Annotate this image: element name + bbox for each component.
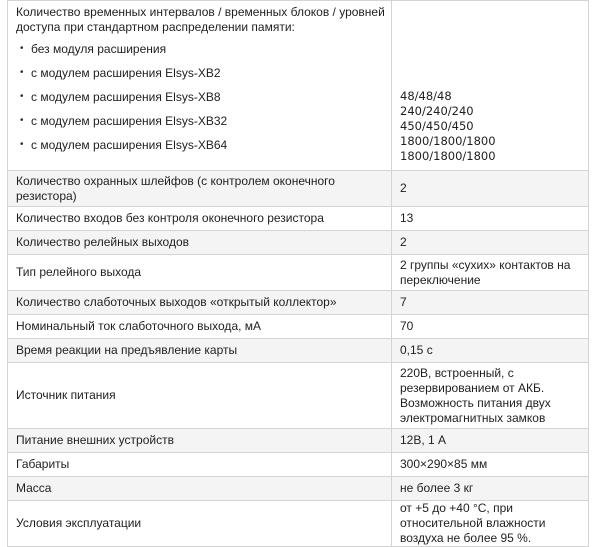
value-cell: 300×290×85 мм — [392, 453, 589, 477]
table-row-intervals — [8, 1, 589, 171]
parameter-cell: Количество входов без контроля оконечного резистора — [8, 207, 392, 231]
parameter-cell: Время реакции на предъявление карты — [8, 339, 392, 363]
intervals-parameter-cell — [8, 1, 392, 171]
value-cell: 7 — [392, 291, 589, 315]
parameter-cell: Номинальный ток слаботочного выхода, мА — [8, 315, 392, 339]
interval-value: 240/240/240 — [400, 104, 474, 118]
specifications-table — [7, 0, 589, 547]
table-row — [8, 477, 589, 501]
intervals-label: Количество временных интервалов / временных блоков / уровней доступа при стандартном распределении памяти: — [16, 5, 385, 34]
table-row — [8, 315, 589, 339]
expansion-module-item: • с модулем расширения Elsys-XB64 — [16, 133, 385, 157]
value-cell: 0,15 с — [392, 339, 589, 363]
table-row — [8, 429, 589, 453]
value-cell: 2 — [392, 171, 589, 207]
parameter-cell: Условия эксплуатации — [8, 501, 392, 547]
parameter-cell: Количество охранных шлейфов (с контролем оконечного резистора) — [8, 171, 392, 207]
table-row — [8, 363, 589, 429]
interval-value: 1800/1800/1800 — [400, 134, 496, 148]
expansion-module-item: • с модулем расширения Elsys-XB2 — [16, 61, 385, 85]
parameter-cell: Количество слаботочных выходов «открытый коллектор» — [8, 291, 392, 315]
value-cell: 12В, 1 А — [392, 429, 589, 453]
expansion-module-item: • с модулем расширения Elsys-XB8 — [16, 85, 385, 109]
value-cell: не более 3 кг — [392, 477, 589, 501]
table-row — [8, 339, 589, 363]
parameter-cell: Масса — [8, 477, 392, 501]
parameter-cell: Количество релейных выходов — [8, 231, 392, 255]
table-row — [8, 255, 589, 291]
expansion-module-item: • без модуля расширения — [16, 37, 385, 61]
value-cell: 220В, встроенный, с резервированием от АКБ. Возможность питания двух электромагнитных замков — [392, 363, 589, 429]
table-row — [8, 207, 589, 231]
expansion-module-list — [16, 37, 385, 157]
table-row — [8, 291, 589, 315]
value-cell: 70 — [392, 315, 589, 339]
table-row — [8, 231, 589, 255]
value-cell: 13 — [392, 207, 589, 231]
value-cell: от +5 до +40 °С, при относительной влажности воздуха не более 95 %. — [392, 501, 589, 547]
table-row — [8, 171, 589, 207]
interval-value: 450/450/450 — [400, 119, 474, 133]
value-cell: 2 — [392, 231, 589, 255]
parameter-cell: Габариты — [8, 453, 392, 477]
parameter-cell: Питание внешних устройств — [8, 429, 392, 453]
value-cell: 2 группы «сухих» контактов на переключение — [392, 255, 589, 291]
interval-value: 48/48/48 — [400, 89, 452, 103]
parameter-cell: Источник питания — [8, 363, 392, 429]
expansion-module-item: • с модулем расширения Elsys-XB32 — [16, 109, 385, 133]
interval-value: 1800/1800/1800 — [400, 149, 496, 163]
table-row — [8, 453, 589, 477]
parameter-cell: Тип релейного выхода — [8, 255, 392, 291]
intervals-values-cell — [392, 1, 589, 171]
